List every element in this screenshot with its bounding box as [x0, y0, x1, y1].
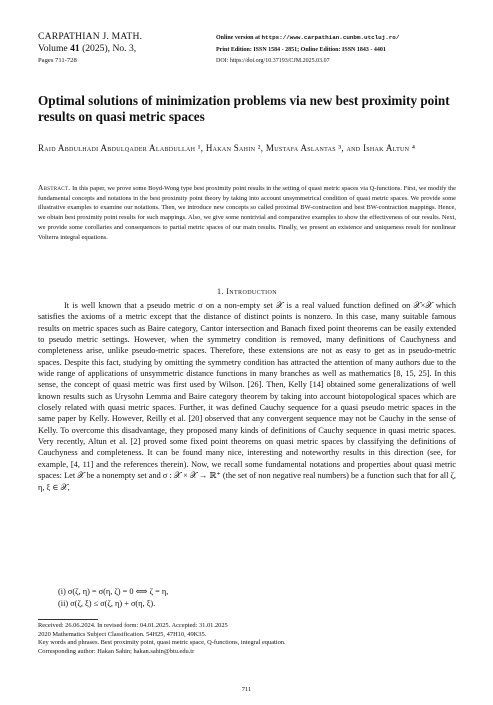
- footnote-msc: 2020 Mathematics Subject Classification. 54H25, 47H10, 49K35.: [38, 630, 207, 638]
- journal-pages: Pages 711-728: [38, 57, 77, 64]
- body-paragraph: It is well known that a pseudo metric σ on a non-empty set 𝒳 is a real valued function defined on 𝒳×𝒳 which satisfies the axioms of a metric except that the distance of distinct points is nonzero. In this case, many suitable famous results on metric spaces such as Baire category, Cantor intersection and Banach fixed point theorems can be easily extended to pseudo metric settings. However, when the symmetry condition is removed, many definitions of Cauchyness and completeness arise, unlike pseudo-metric spaces. Therefore, these extensions are not as easy to get as in pseudo-metric spaces. Despite this fact, studying by omitting the symmetry condition has attracted the attention of many authors due to the wide range of applications of unsymmetric distance functions in many branches as well as mathematics [8, 15, 25]. In this sense, the concept of quasi metric was first used by Wilson. [26]. Then, Kelly [14] obtained some generalizations of well known results such as Urysohn Lemma and Baire category theorem by taking into account biotopological spaces which are closely related with quasi metric spaces. Further, it was defined Cauchy sequence for a quasi pseudo metric spaces in the same paper by Kelly. However, Reilly et al. [20] observed that any convergent sequence may not be Cauchy in the sense of Kelly. To overcome this disadvantage, they proposed many kinds of definitions of Cauchy sequence in quasi metric spaces. Very recently, Altun et al. [2] proved some fixed point theorems on quasi metric spaces by classifying the definitions of Cauchyness and completeness. It can be found many nice, interesting and noteworthy results in this direction (see, for example, [4, 11] and the references therein). Now, we recall some fundamental notations and properties about quasi metric spaces: Let 𝒳 be a nonempty set and σ : 𝒳 × 𝒳 → ℝ⁺ (the set of non negative real numbers) be a function such that for all ζ, η, ξ ∈ 𝒳,: [38, 301, 456, 492]
- online-version: Online version at https://www.carpathian.cunbm.utcluj.ro/: [216, 34, 400, 41]
- doi[interactable]: DOI: https://doi.org/10.37193/CJM.2025.03.07: [216, 58, 330, 64]
- abstract: [38, 183, 456, 242]
- abstract-text: In this paper, we prove some Boyd-Wong type best proximity point results in the setting of quasi metric spaces via Q-functions. First, we modify the fundamental concepts and notations in the best proximity point theory by taking into account unsymmetrical condition of quasi metric spaces. We provide some illustrative examples to examine our notations. Then, we introduce new concepts so called proximal BW-contraction and best BW-contraction mappings. Hence, we obtain best proximity point results for such mappings. Also, we give some nontrivial and comparative examples to show the effectiveness of our results. Next, we provide some corollaries and consequences to partial metric spaces of our main results. Finally, we present an existence and uniqueness result for nonlinear Volterra integral equations.: [38, 185, 456, 241]
- footnotes: [38, 622, 456, 656]
- journal-volume: Volume 41 (2025), No. 3,: [38, 43, 137, 54]
- journal-info: [216, 32, 466, 68]
- footnote-received: Received: 26.06.2024. In revised form: 04.01.2025. Accepted: 31.01.2025: [38, 622, 228, 629]
- paper-authors: Raid Abdulhadi Abdulqader Alabdullah ¹, Hakan Sahin ², Mustafa Aslantas ³, and Ishak Altun ⁴: [38, 143, 416, 153]
- journal-header: [38, 31, 208, 66]
- condition-item: (ii) σ(ζ, ξ) ≤ σ(ζ, η) + σ(η, ξ).: [58, 599, 156, 608]
- journal-name: CARPATHIAN J. MATH.: [38, 31, 143, 42]
- footnote-corresponding: Corresponding author: Hakan Sahin; hakan.sahin@btu.edu.tr: [38, 647, 195, 655]
- footnote-keywords: Key words and phrases. Best proximity point, quasi metric space, Q-functions, integral equation.: [38, 639, 286, 647]
- section-heading: 1. Introduction: [217, 287, 277, 296]
- paper-title: Optimal solutions of minimization problems via new best proximity point results on quasi metric spaces: [38, 93, 450, 124]
- footnote-rule: [38, 619, 98, 620]
- abstract-label: Abstract.: [38, 183, 71, 192]
- page-number: 711: [241, 686, 252, 693]
- print-edition: Print Edition: ISSN 1584 - 2851; Online Edition: ISSN 1843 - 4401: [216, 46, 386, 53]
- condition-item: (i) σ(ζ, η) = σ(η, ζ) = 0 ⟺ ζ = η,: [58, 587, 169, 596]
- online-url-link[interactable]: https://www.carpathian.cunbm.utcluj.ro/: [261, 34, 400, 41]
